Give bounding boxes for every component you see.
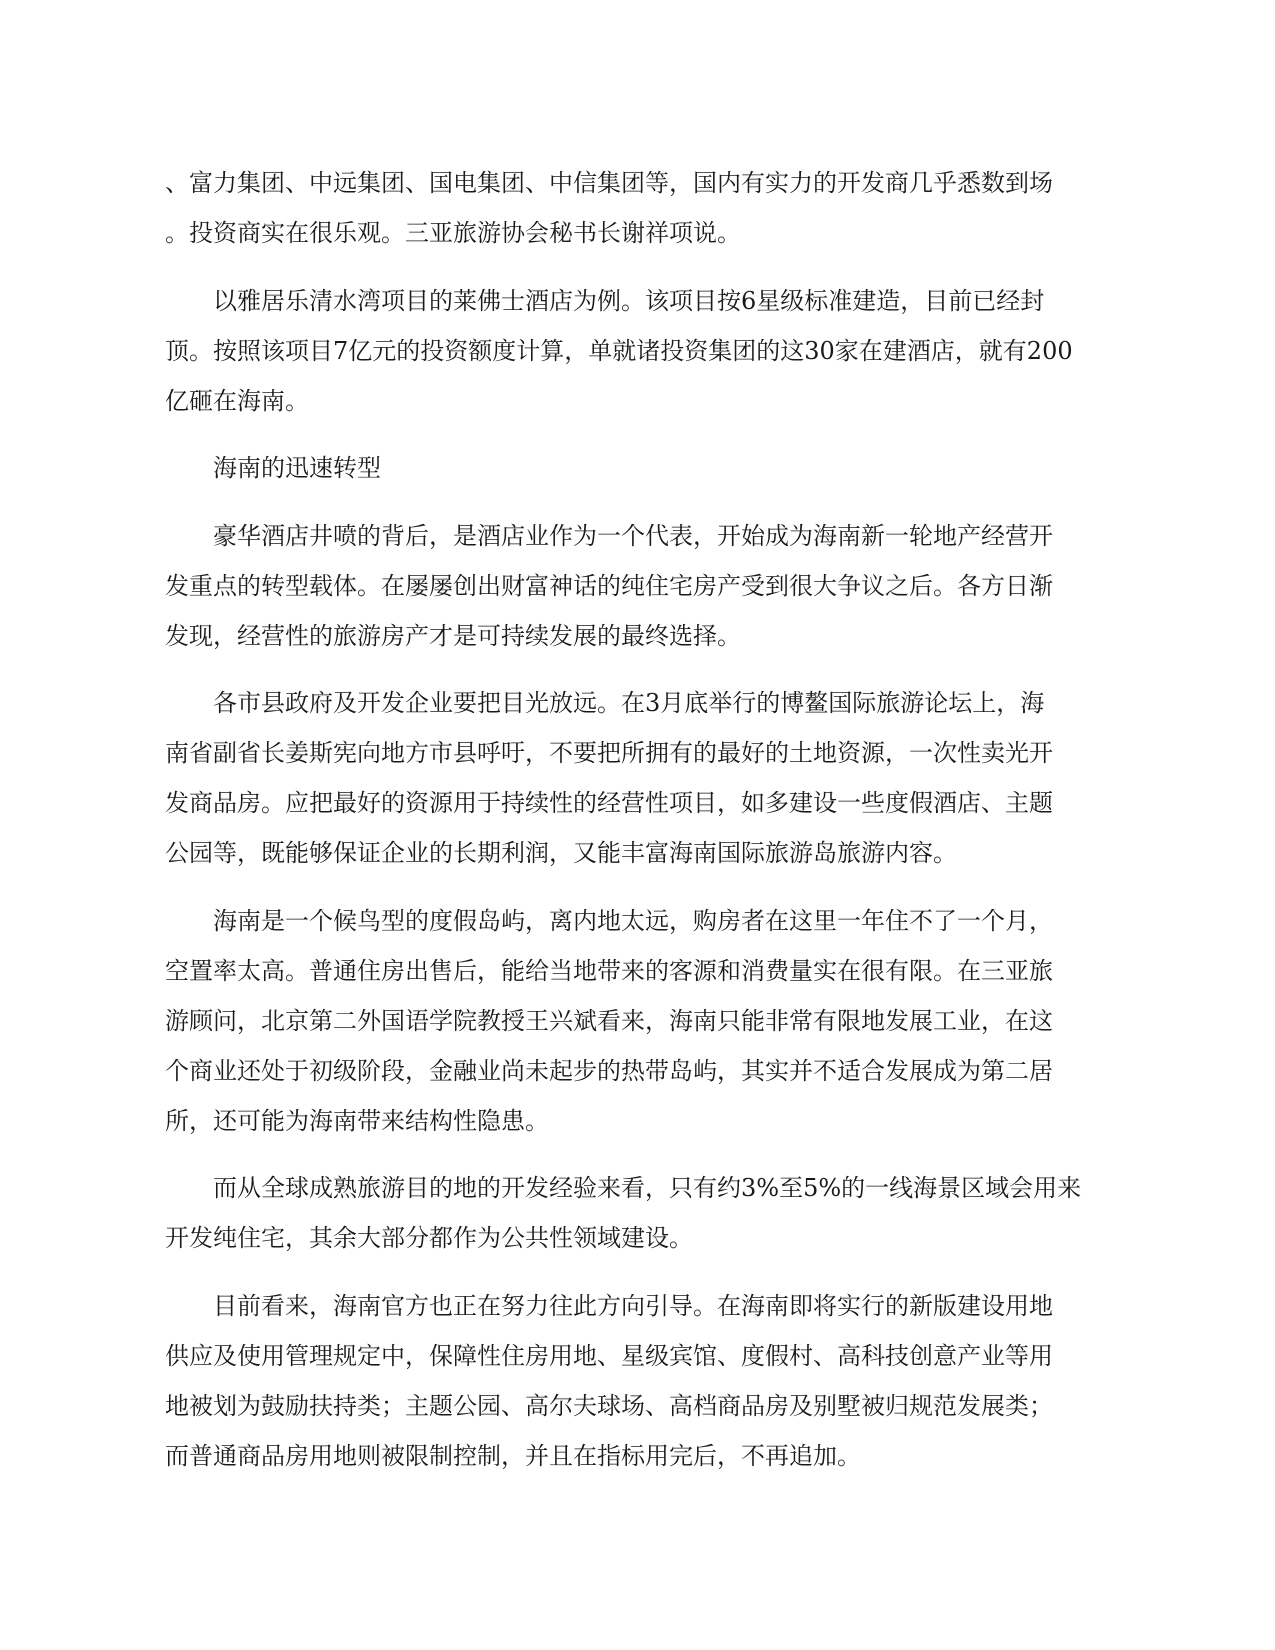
text-line: 南省副省长姜斯宪向地方市县呼吁，不要把所拥有的最好的土地资源，一次性卖光开 — [165, 739, 1053, 767]
text-line: 游顾问，北京第二外国语学院教授王兴斌看来，海南只能非常有限地发展工业，在这 — [165, 1006, 1053, 1035]
text-line: 各市县政府及开发企业要把目光放远。在3月底举行的博鳌国际旅游论坛上，海 — [213, 689, 1045, 717]
paragraph-7 — [165, 1281, 1060, 1481]
text-line: 发商品房。应把最好的资源用于持续性的经营性项目，如多建设一些度假酒店、主题 — [165, 789, 1053, 817]
text-line: 顶。按照该项目7亿元的投资额度计算，单就诸投资集团的这30家在建酒店，就有200 — [165, 336, 1073, 365]
text-line: 所，还可能为海南带来结构性隐患。 — [165, 1106, 549, 1135]
text-line: 豪华酒店井喷的背后，是酒店业作为一个代表，开始成为海南新一轮地产经营开 — [213, 521, 1053, 550]
paragraph-2 — [165, 276, 1073, 426]
text-line: 海南是一个候鸟型的度假岛屿，离内地太远，购房者在这里一年住不了一个月， — [213, 906, 1053, 935]
text-line: 、富力集团、中远集团、国电集团、中信集团等，国内有实力的开发商几乎悉数到场 — [165, 169, 1053, 197]
text-line: 开发纯住宅，其余大部分都作为公共性领域建设。 — [165, 1224, 693, 1252]
text-line: 发现，经营性的旅游房产才是可持续发展的最终选择。 — [165, 621, 741, 650]
paragraph-1 — [165, 158, 1060, 258]
paragraph-5 — [165, 896, 1060, 1146]
text-line: 亿砸在海南。 — [165, 386, 309, 415]
text-line: 空置率太高。普通住房出售后，能给当地带来的客源和消费量实在很有限。在三亚旅 — [165, 956, 1053, 985]
text-line: 而从全球成熟旅游目的地的开发经验来看，只有约3%至5%的一线海景区域会用来 — [213, 1174, 1082, 1202]
text-line: 。投资商实在很乐观。三亚旅游协会秘书长谢祥项说。 — [165, 219, 741, 247]
text-line: 而普通商品房用地则被限制控制，并且在指标用完后，不再追加。 — [165, 1441, 861, 1470]
text-line: 目前看来，海南官方也正在努力往此方向引导。在海南即将实行的新版建设用地 — [213, 1291, 1053, 1320]
text-line: 以雅居乐清水湾项目的莱佛士酒店为例。该项目按6星级标准建造，目前已经封 — [213, 286, 1045, 315]
heading-text: 海南的迅速转型 — [213, 454, 381, 482]
text-line: 个商业还处于初级阶段，金融业尚未起步的热带岛屿，其实并不适合发展成为第二居 — [165, 1056, 1053, 1085]
paragraph-4 — [165, 678, 1060, 878]
section-heading — [165, 443, 1060, 493]
paragraph-3 — [165, 511, 1060, 661]
text-line: 供应及使用管理规定中，保障性住房用地、星级宾馆、度假村、高科技创意产业等用 — [165, 1341, 1053, 1370]
document-body — [165, 158, 1082, 1498]
text-line: 公园等，既能够保证企业的长期利润，又能丰富海南国际旅游岛旅游内容。 — [165, 839, 957, 867]
paragraph-6 — [165, 1163, 1082, 1263]
text-line: 地被划为鼓励扶持类；主题公园、高尔夫球场、高档商品房及别墅被归规范发展类； — [165, 1391, 1053, 1420]
text-line: 发重点的转型载体。在屡屡创出财富神话的纯住宅房产受到很大争议之后。各方日渐 — [165, 571, 1053, 600]
